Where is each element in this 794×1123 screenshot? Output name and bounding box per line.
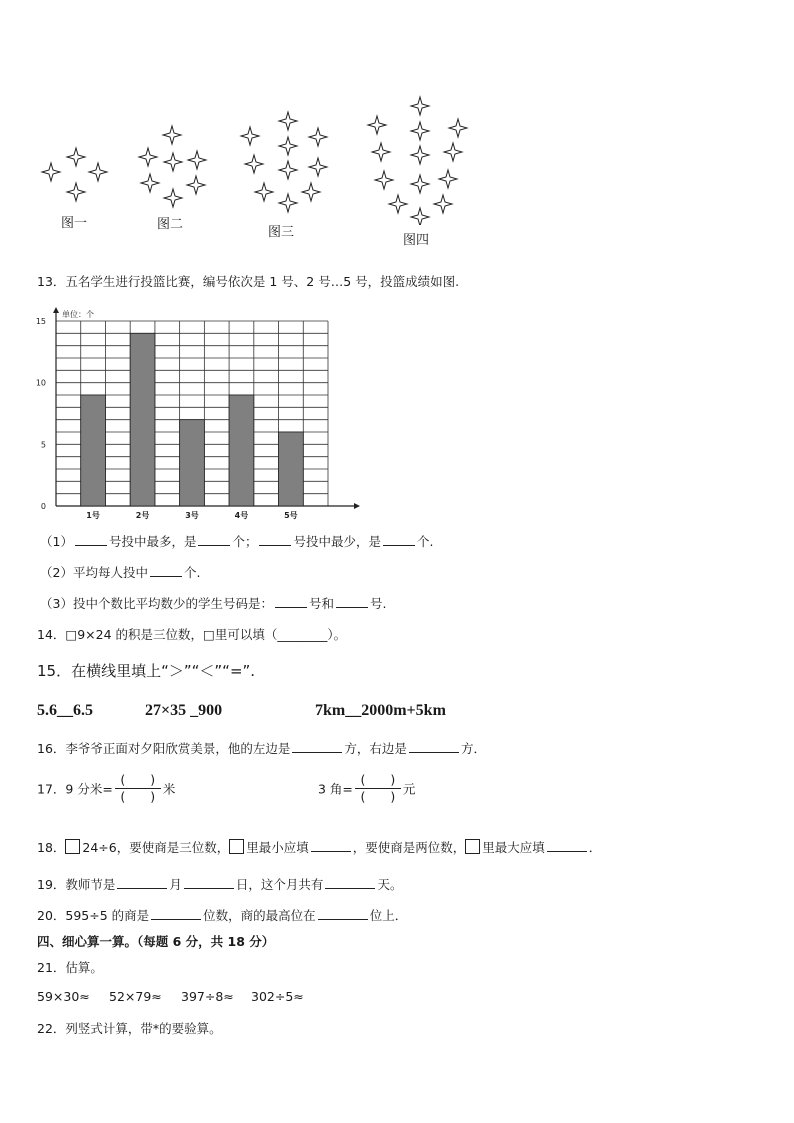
q13-sub2-text-b: 个.: [183, 565, 201, 580]
q18-text-d: ，要使商是两位数，: [352, 840, 466, 855]
q20-blank-place[interactable]: [318, 907, 368, 920]
y-axis-arrow: [53, 307, 59, 313]
q13-blank-below-2[interactable]: [336, 595, 368, 608]
q21-item-4: 302÷5≈: [251, 989, 304, 1004]
question-14-text: 14．□9×24 的积是三位数，□里可以填（________）。: [37, 627, 347, 642]
q17-right-text: 3 角=: [318, 781, 353, 797]
bar-3: [180, 420, 205, 506]
q13-sub3-text-a: （3）投中个数比平均数少的学生号码是：: [40, 596, 273, 611]
x-axis-arrow: [354, 503, 360, 509]
q18-box-1: [65, 839, 80, 854]
unit-label: 单位：个: [62, 310, 94, 319]
q13-sub1-text-d: 号投中最少，是: [293, 534, 381, 549]
figure-4-stars: [368, 97, 467, 225]
question-13-sub1: [40, 532, 433, 550]
figure-2-label: 图二: [157, 217, 184, 232]
y-tick-label: 0: [40, 502, 46, 511]
q19-text-b: 月: [169, 877, 182, 892]
x-tick-label: 3号: [185, 511, 199, 520]
question-13-sub3: [40, 594, 386, 612]
q19-blank-day[interactable]: [184, 876, 234, 889]
question-19: [37, 875, 402, 893]
q19-blank-days[interactable]: [325, 876, 375, 889]
section-4-title: 四、细心算一算。（每题 6 分，共 18 分）: [37, 934, 275, 949]
q19-blank-month[interactable]: [117, 876, 167, 889]
bar-chart: [30, 305, 360, 523]
q13-sub1-text-e: 个.: [417, 534, 434, 549]
question-13-text: 13．五名学生进行投篮比赛，编号依次是 1 号、2 号…5 号，投篮成绩如图.: [37, 274, 460, 289]
question-15-item-2: 27×35 _900: [145, 702, 223, 719]
q21-item-1: 59×30≈: [37, 989, 90, 1004]
q19-text-d: 天。: [377, 877, 403, 892]
q20-text-c: 位上．: [369, 908, 408, 923]
bar-1: [81, 395, 106, 506]
q16-text-a: 16．李爷爷正面对夕阳欣赏美景，他的左边是: [37, 741, 291, 756]
q21-item-3: 397÷8≈: [181, 989, 234, 1004]
q18-box-2: [229, 839, 244, 854]
figure-1-label: 图一: [61, 216, 88, 231]
q16-text-c: 方．: [460, 741, 486, 756]
q18-text-f: ．: [588, 840, 602, 855]
q17-left-unit: 米: [162, 781, 176, 797]
figure-4-label: 图四: [403, 233, 430, 248]
q18-box-3: [465, 839, 480, 854]
q18-text-c: 里最小应填: [246, 840, 309, 855]
figure-3-label: 图三: [268, 225, 295, 240]
y-tick-label: 5: [40, 440, 46, 450]
question-15-text: 15．在横线里填上“＞”“＜”“=”.: [37, 662, 256, 680]
question-18: [37, 838, 601, 856]
q20-blank-digits[interactable]: [151, 907, 201, 920]
q16-blank-left[interactable]: [292, 740, 342, 753]
question-15-item-3: 7km__2000m+5km: [315, 702, 446, 719]
q13-blank-least-count[interactable]: [383, 533, 415, 546]
q13-sub2-text-a: （2）平均每人投中: [40, 565, 148, 580]
q17-right-fraction[interactable]: [355, 772, 401, 805]
q17-left-text: 17．9 分米=: [37, 781, 113, 797]
q18-blank-max[interactable]: [547, 839, 587, 852]
question-15-item-1: 5.6__6.5: [37, 702, 93, 719]
q13-blank-average[interactable]: [150, 564, 182, 577]
question-21-title: 21．估算。: [37, 960, 103, 975]
q13-sub1-text-c: 个；: [232, 534, 258, 549]
q16-text-b: 方，右边是: [344, 741, 407, 756]
question-17-left: [37, 772, 175, 805]
star-figures: [0, 85, 520, 225]
question-22-title: 22．列竖式计算，带*的要验算。: [37, 1021, 222, 1036]
q13-sub3-text-c: 号.: [369, 596, 387, 611]
q21-item-2: 52×79≈: [109, 989, 162, 1004]
bar-5: [279, 432, 304, 506]
q17-left-numerator: ( ): [120, 772, 156, 787]
q13-sub1-prefix: （1）: [40, 534, 73, 549]
x-tick-label: 4号: [234, 511, 249, 520]
q19-text-c: 日，这个月共有: [235, 877, 324, 892]
q19-text-a: 19．教师节是: [37, 877, 116, 892]
x-tick-label: 2号: [135, 511, 150, 520]
q18-text-b: 24÷6，要使商是三位数，: [82, 840, 230, 855]
q13-blank-most-number[interactable]: [75, 533, 107, 546]
q16-blank-right[interactable]: [409, 740, 459, 753]
q13-blank-below-1[interactable]: [275, 595, 307, 608]
x-tick-label: 1号: [86, 511, 100, 520]
q17-right-numerator: ( ): [360, 772, 396, 787]
figure-3-stars: [241, 112, 327, 212]
q18-blank-min[interactable]: [311, 839, 351, 852]
q13-blank-least-number[interactable]: [259, 533, 291, 546]
x-tick-label: 5号: [284, 511, 298, 520]
bar-4: [229, 395, 254, 506]
question-20: [37, 906, 407, 924]
q13-sub3-text-b: 号和: [308, 596, 334, 611]
question-17-right: [318, 772, 415, 805]
q17-left-fraction[interactable]: [115, 772, 161, 805]
y-tick-label: 10: [35, 378, 46, 388]
q18-text-a: 18．: [37, 840, 66, 855]
figure-2-stars: [139, 126, 206, 207]
figure-1-stars: [42, 148, 107, 201]
bar-2: [130, 333, 155, 506]
q20-text-b: 位数，商的最高位在: [203, 908, 316, 923]
q18-text-e: 里最大应填: [482, 840, 545, 855]
q17-left-denominator: ( ): [120, 789, 156, 804]
q20-text-a: 20．595÷5 的商是: [37, 908, 150, 923]
q17-right-unit: 元: [402, 781, 416, 797]
question-16: [37, 739, 486, 757]
q13-sub1-text-b: 号投中最多，是: [108, 534, 197, 549]
q13-blank-most-count[interactable]: [198, 533, 230, 546]
q17-right-denominator: ( ): [360, 789, 396, 804]
question-13-sub2: [40, 563, 200, 581]
y-tick-label: 15: [35, 317, 46, 326]
